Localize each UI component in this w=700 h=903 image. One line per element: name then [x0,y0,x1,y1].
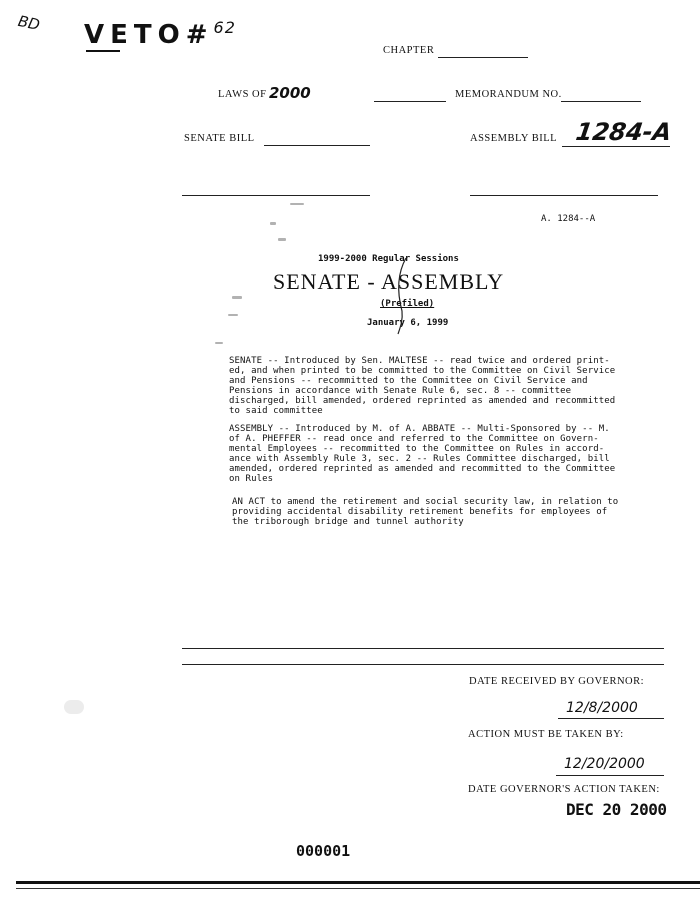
assembly-intro-line-4: ance with Assembly Rule 3, sec. 2 -- Rules Committee discharged, bill [229,454,610,464]
chapter-line [438,57,528,58]
scan-speck [228,314,238,316]
scan-border-bottom [16,881,700,884]
scan-speck [232,296,242,299]
scan-speck [215,342,223,344]
assembly-intro-line-1: ASSEMBLY -- Introduced by M. of A. ABBATE -- Multi-Sponsored by -- M. [229,424,610,434]
handwritten-initials: BD [16,11,42,35]
scan-speck [278,238,286,241]
assembly-intro-line-3: mental Employees -- recommitted to the Committee on Rules in accord- [229,444,605,454]
separator-right [470,195,658,196]
laws-of-blank-line [374,101,446,102]
page-number: 000001 [296,842,351,860]
chapter-label: CHAPTER [383,45,435,56]
assembly-intro-line-5: amended, ordered reprinted as amended and recommitted to the Committee [229,464,616,474]
senate-intro-line-3: and Pensions -- recommitted to the Committee on Civil Service and [229,376,588,386]
laws-of-label: LAWS OF [218,89,267,100]
bill-id: A. 1284--A [541,214,596,224]
memorandum-line [561,101,641,102]
memorandum-label: MEMORANDUM NO. [455,89,562,100]
act-title-line-1: AN ACT to amend the retirement and social security law, in relation to [232,497,619,507]
session-line: 1999-2000 Regular Sessions [318,254,459,264]
scan-border-bottom-thin [16,888,700,889]
veto-number: 62 [213,18,236,37]
action-must-value: 12/20/2000 [564,756,645,772]
action-taken-label: DATE GOVERNOR'S ACTION TAKEN: [468,784,660,795]
action-must-label: ACTION MUST BE TAKEN BY: [468,729,624,740]
pen-stroke [388,256,418,336]
date-received-label: DATE RECEIVED BY GOVERNOR: [469,676,645,687]
senate-intro-line-1: SENATE -- Introduced by Sen. MALTESE -- read twice and ordered print- [229,356,610,366]
senate-bill-line [264,145,370,146]
senate-intro-line-6: to said committee [229,406,323,416]
senate-intro-line-4: Pensions in accordance with Senate Rule 6, sec. 8 -- committee [229,386,572,396]
assembly-bill-number: 1284-A [574,118,674,146]
veto-text: VETO# [84,20,214,50]
house-title: SENATE - ASSEMBLY [273,269,505,294]
scan-speck [270,222,276,225]
assembly-bill-label: ASSEMBLY BILL [470,133,558,144]
assembly-intro-line-6: on Rules [229,474,274,484]
action-taken-stamp: DEC 20 2000 [566,800,667,819]
action-must-line [556,775,664,776]
act-title-line-2: providing accidental disability retirement benefits for employees of [232,507,608,517]
lower-rule-1 [182,648,664,649]
date-received-value: 12/8/2000 [566,700,638,716]
separator-left [182,195,370,196]
prefiled-label: (Prefiled) [380,299,435,309]
assembly-bill-line [562,146,670,147]
scan-speck [290,203,304,205]
scan-speck [64,700,84,714]
laws-of-year: 2000 [269,84,311,102]
bill-date: January 6, 1999 [367,318,449,328]
assembly-intro-line-2: of A. PHEFFER -- read once and referred to the Committee on Govern- [229,434,599,444]
senate-intro-line-2: ed, and when printed to be committed to the Committee on Civil Service [229,366,616,376]
senate-bill-label: SENATE BILL [184,133,255,144]
veto-underline [86,50,120,52]
lower-rule-2 [182,664,664,665]
veto-heading [84,20,236,50]
date-received-line [558,718,664,719]
act-title-line-3: the triborough bridge and tunnel authority [232,517,464,527]
senate-intro-line-5: discharged, bill amended, ordered reprinted as amended and recommitted [229,396,616,406]
